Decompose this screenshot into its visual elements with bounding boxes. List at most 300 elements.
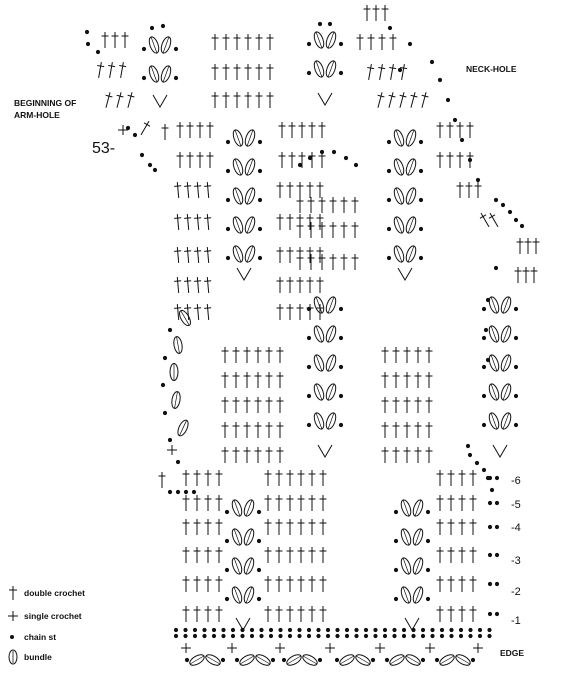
double-crochet-mark — [117, 62, 127, 79]
bundle-mark — [312, 383, 325, 402]
chain-stitch-mark — [402, 634, 406, 638]
double-crochet-mark — [233, 397, 240, 413]
double-crochet-mark — [437, 547, 444, 563]
chain-stitch-mark — [408, 42, 412, 46]
double-crochet-mark — [365, 64, 375, 81]
double-crochet-mark — [419, 91, 430, 108]
double-crochet-mark — [244, 372, 251, 388]
double-crochet-mark — [307, 182, 314, 198]
chain-stitch-mark — [426, 539, 430, 543]
double-crochet-mark — [216, 495, 223, 511]
bundle-mark — [499, 412, 512, 431]
bundle-mark — [411, 586, 424, 605]
double-crochet-mark — [277, 277, 284, 293]
chain-stitch-mark — [318, 658, 322, 662]
double-crochet-mark — [205, 547, 212, 563]
double-crochet-mark — [297, 304, 304, 320]
chain-stitch-mark — [142, 47, 146, 51]
double-crochet-mark — [352, 197, 359, 213]
double-crochet-mark — [287, 304, 294, 320]
double-crochet-mark — [459, 576, 466, 592]
bundle-mark — [324, 412, 337, 431]
chain-stitch-mark — [468, 628, 472, 632]
chain-stitch-mark — [495, 525, 499, 529]
chain-stitch-mark — [231, 634, 235, 638]
double-crochet-mark — [279, 122, 286, 138]
chain-stitch-mark — [298, 163, 302, 167]
double-crochet-mark — [194, 606, 201, 622]
double-crochet-mark — [187, 122, 194, 138]
double-crochet-mark — [287, 606, 294, 622]
bundle-mark — [454, 653, 472, 668]
chain-st-icon — [6, 628, 20, 646]
bundle-mark — [411, 528, 424, 547]
double-crochet-mark — [298, 495, 305, 511]
double-crochet-mark — [352, 254, 359, 270]
chain-stitch-mark — [387, 140, 391, 144]
chain-stitch-mark — [354, 628, 358, 632]
double-crochet-mark — [287, 214, 294, 230]
double-crochet-mark — [309, 519, 316, 535]
chain-stitch-mark — [174, 76, 178, 80]
bundle-mark — [404, 653, 422, 668]
chain-stitch-mark — [258, 198, 262, 202]
double-crochet-mark — [459, 547, 466, 563]
bundle-mark — [312, 412, 325, 431]
chain-stitch-mark — [449, 628, 453, 632]
double-crochet-mark — [244, 422, 251, 438]
bundle-mark — [231, 129, 244, 148]
chain-stitch-mark — [508, 210, 512, 214]
double-crochet-mark — [194, 576, 201, 592]
chain-stitch-mark — [271, 658, 275, 662]
arm-hole-label — [14, 97, 76, 121]
double-crochet-mark — [279, 152, 286, 168]
double-crochet-mark — [183, 495, 190, 511]
chain-stitch-mark — [383, 628, 387, 632]
double-crochet-mark — [244, 447, 251, 463]
chain-stitch-mark — [344, 156, 348, 160]
double-crochet-mark — [265, 576, 272, 592]
double-crochet-mark — [517, 238, 524, 254]
decrease-mark — [237, 268, 251, 280]
chain-stitch-mark — [482, 307, 486, 311]
single-crochet-mark — [227, 643, 237, 653]
chain-stitch-mark — [402, 628, 406, 632]
chain-stitch-mark — [487, 628, 491, 632]
double-crochet-mark — [233, 422, 240, 438]
double-crochet-mark — [267, 34, 274, 50]
double-crochet-mark — [287, 547, 294, 563]
double-crochet-mark — [255, 347, 262, 363]
double-crochet-mark — [222, 347, 229, 363]
bundle-mark — [388, 653, 406, 668]
double-crochet-mark — [373, 5, 380, 21]
chain-stitch-mark — [419, 198, 423, 202]
chain-stitch-mark — [320, 150, 324, 154]
decrease-mark — [405, 618, 419, 630]
bundle-mark — [392, 129, 405, 148]
chain-stitch-mark — [475, 461, 479, 465]
chain-stitch-mark — [258, 227, 262, 231]
chain-stitch-mark — [488, 553, 492, 557]
row-number-5: -5 — [511, 499, 521, 511]
bundle-mark — [399, 586, 412, 605]
double-crochet-mark — [216, 519, 223, 535]
chain-stitch-mark — [426, 568, 430, 572]
bundle-mark — [404, 187, 417, 206]
double-crochet-mark — [205, 606, 212, 622]
chain-stitch-mark — [297, 628, 301, 632]
double-crochet-mark — [437, 519, 444, 535]
double-crochet-mark — [276, 470, 283, 486]
double-crochet-mark — [299, 122, 306, 138]
double-crochet-mark — [426, 372, 433, 388]
chain-stitch-mark — [226, 256, 230, 260]
chain-stitch-mark — [392, 628, 396, 632]
double-crochet-mark — [457, 182, 464, 198]
double-crochet-mark — [106, 62, 116, 79]
chain-stitch-mark — [514, 218, 518, 222]
double-crochet-mark — [255, 422, 262, 438]
bundle-mark — [243, 245, 256, 264]
chain-stitch-mark — [419, 256, 423, 260]
chain-stitch-mark — [373, 634, 377, 638]
chain-stitch-mark — [354, 163, 358, 167]
chain-stitch-mark — [339, 71, 343, 75]
chain-stitch-mark — [514, 365, 518, 369]
double-crochet-mark — [309, 547, 316, 563]
double-crochet-mark — [393, 422, 400, 438]
chain-stitch-mark — [269, 634, 273, 638]
double-crochet-mark — [266, 422, 273, 438]
bundle-mark — [411, 499, 424, 518]
bundle-mark — [399, 499, 412, 518]
double-crochet-mark — [426, 347, 433, 363]
double-crochet-mark — [309, 470, 316, 486]
chain-stitch-mark — [326, 628, 330, 632]
double-crochet-mark — [204, 247, 212, 264]
double-crochet-mark — [330, 222, 337, 238]
double-crochet-mark — [404, 347, 411, 363]
chain-stitch-mark — [514, 394, 518, 398]
double-crochet-mark — [387, 64, 397, 81]
chain-stitch-mark — [193, 634, 197, 638]
double-crochet-mark — [277, 347, 284, 363]
chain-stitch-mark — [307, 365, 311, 369]
double-crochet-mark — [212, 92, 219, 108]
double-crochet-mark — [114, 91, 125, 108]
bundle-mark — [312, 296, 325, 315]
double-crochet-mark — [205, 519, 212, 535]
double-crochet-mark — [245, 92, 252, 108]
double-crochet-mark — [184, 277, 192, 294]
chain-stitch-mark — [514, 307, 518, 311]
bundle-mark — [338, 653, 356, 668]
chain-stitch-mark — [394, 568, 398, 572]
chain-stitch-mark — [490, 488, 494, 492]
double-crochet-mark — [408, 91, 419, 108]
double-crochet-mark — [298, 470, 305, 486]
bundle-mark — [487, 383, 500, 402]
double-crochet-mark — [212, 34, 219, 50]
double-crochet-mark — [393, 347, 400, 363]
bundle-mark — [499, 354, 512, 373]
double-crochet-mark — [197, 152, 204, 168]
double-crochet-mark — [426, 422, 433, 438]
row-number-4: -4 — [511, 522, 521, 534]
double-crochet-mark — [125, 91, 136, 108]
chain-stitch-mark — [335, 628, 339, 632]
double-crochet-mark — [470, 576, 477, 592]
bundle-mark — [230, 557, 243, 576]
chain-stitch-mark — [339, 423, 343, 427]
chain-stitch-mark — [307, 71, 311, 75]
double-crochet-mark — [307, 247, 314, 263]
double-crochet-mark — [287, 470, 294, 486]
double-crochet-mark — [183, 576, 190, 592]
double-crochet-mark — [317, 304, 324, 320]
double-crochet-mark — [277, 304, 284, 320]
chain-stitch-mark — [235, 658, 239, 662]
bundle-mark — [324, 383, 337, 402]
double-crochet-mark — [194, 304, 202, 321]
double-crochet-mark — [298, 576, 305, 592]
chain-stitch-mark — [354, 634, 358, 638]
double-crochet-mark — [470, 547, 477, 563]
double-crochet-mark — [533, 238, 540, 254]
chain-stitch-mark — [484, 328, 488, 332]
chain-stitch-mark — [371, 658, 375, 662]
chain-stitch-mark — [468, 158, 472, 162]
chain-stitch-mark — [126, 126, 130, 130]
chain-stitch-mark — [392, 634, 396, 638]
double-crochet-mark — [404, 422, 411, 438]
bundle-mark — [170, 364, 178, 381]
chain-stitch-mark — [307, 423, 311, 427]
double-crochet-mark — [216, 547, 223, 563]
chain-stitch-mark — [225, 597, 229, 601]
double-crochet-mark — [265, 470, 272, 486]
double-crochet-mark — [298, 606, 305, 622]
chain-stitch-mark — [258, 256, 262, 260]
chain-stitch-mark — [278, 634, 282, 638]
chain-stitch-mark — [482, 423, 486, 427]
double-crochet-mark — [277, 214, 284, 230]
chain-stitch-mark — [168, 438, 172, 442]
double-crochet-mark — [194, 277, 202, 294]
decrease-mark — [493, 445, 507, 457]
double-crochet-mark — [216, 470, 223, 486]
chain-stitch-mark — [385, 658, 389, 662]
single-crochet-mark — [425, 643, 435, 653]
double-crochet-mark — [266, 447, 273, 463]
double-crochet-mark — [207, 152, 214, 168]
double-crochet-mark — [404, 397, 411, 413]
double-crochet-mark — [382, 422, 389, 438]
bundle-mark — [324, 354, 337, 373]
bundle-mark — [231, 216, 244, 235]
bundle-mark — [487, 412, 500, 431]
double-crochet-mark — [265, 519, 272, 535]
double-crochet-mark — [330, 254, 337, 270]
bundle-mark — [499, 296, 512, 315]
chain-stitch-mark — [176, 460, 180, 464]
chain-stitch-mark — [225, 510, 229, 514]
chain-stitch-mark — [225, 568, 229, 572]
double-crochet-mark — [459, 519, 466, 535]
double-crochet-mark — [319, 197, 326, 213]
double-crochet-mark — [317, 182, 324, 198]
chain-stitch-mark — [176, 490, 180, 494]
chain-stitch-mark — [257, 568, 261, 572]
double-crochet-mark — [375, 91, 386, 108]
chain-stitch-mark — [364, 628, 368, 632]
double-crochet-mark — [234, 64, 241, 80]
double-crochet-mark — [457, 152, 464, 168]
bundle-mark — [242, 528, 255, 547]
chain-stitch-mark — [466, 444, 470, 448]
double-crochet-mark — [233, 347, 240, 363]
double-crochet-mark — [183, 470, 190, 486]
double-crochet-mark — [341, 254, 348, 270]
bundle-mark — [230, 586, 243, 605]
double-crochet-mark — [459, 606, 466, 622]
chain-stitch-mark — [140, 153, 144, 157]
chain-stitch-mark — [476, 178, 480, 182]
chain-stitch-mark — [383, 634, 387, 638]
double-crochet-mark — [265, 495, 272, 511]
double-crochet-mark — [308, 222, 315, 238]
double-crochet-mark — [308, 254, 315, 270]
double-crochet-mark — [330, 197, 337, 213]
chain-stitch-mark — [288, 634, 292, 638]
bundle-mark — [404, 158, 417, 177]
double-crochet-mark — [470, 470, 477, 486]
double-crochet-mark — [95, 62, 105, 79]
double-crochet-mark — [393, 372, 400, 388]
double-crochet-mark — [307, 304, 314, 320]
bundle-mark — [499, 325, 512, 344]
double-crochet-mark — [320, 547, 327, 563]
double-crochet-mark — [183, 519, 190, 535]
double-crochet-mark — [174, 182, 182, 199]
double-crochet-mark — [276, 495, 283, 511]
chain-stitch-mark — [221, 628, 225, 632]
bundle-mark — [204, 653, 222, 668]
bundle-mark — [231, 245, 244, 264]
chain-stitch-mark — [446, 98, 450, 102]
double-crochet-mark — [102, 32, 109, 48]
chain-stitch-mark — [430, 634, 434, 638]
chain-stitch-mark — [96, 50, 100, 54]
chain-stitch-mark — [85, 30, 89, 34]
chain-stitch-mark — [308, 156, 312, 160]
double-crochet-mark — [183, 606, 190, 622]
chain-stitch-mark — [297, 634, 301, 638]
bundle-mark — [487, 354, 500, 373]
chain-stitch-mark — [514, 423, 518, 427]
chain-stitch-mark — [373, 628, 377, 632]
chain-stitch-mark — [316, 634, 320, 638]
double-crochet-mark — [256, 64, 263, 80]
double-crochet-mark — [382, 397, 389, 413]
chain-stitch-mark — [426, 597, 430, 601]
bundle-mark — [399, 528, 412, 547]
double-crochet-mark — [222, 447, 229, 463]
double-crochet-mark — [319, 122, 326, 138]
double-crochet-mark — [194, 495, 201, 511]
chain-stitch-mark — [426, 510, 430, 514]
double-crochet-mark — [222, 397, 229, 413]
chain-stitch-mark — [332, 150, 336, 154]
double-crochet-mark — [298, 547, 305, 563]
double-crochet-mark — [194, 214, 202, 231]
double-crochet-mark — [174, 277, 182, 294]
chain-stitch-mark — [488, 501, 492, 505]
chain-stitch-mark — [419, 169, 423, 173]
double-crochet-mark — [234, 34, 241, 50]
double-crochet-mark — [287, 247, 294, 263]
chain-stitch-mark — [269, 628, 273, 632]
double-crochet-mark — [357, 34, 364, 50]
double-crochet-mark — [390, 34, 397, 50]
double-crochet-mark — [448, 470, 455, 486]
legend-label-bundle: bundle — [24, 652, 52, 662]
double-crochet-mark — [415, 397, 422, 413]
double-crochet-mark — [298, 519, 305, 535]
chain-stitch-mark — [478, 628, 482, 632]
chain-stitch-mark — [398, 68, 402, 72]
chain-stitch-mark — [459, 628, 463, 632]
double-crochet-mark — [287, 576, 294, 592]
chain-stitch-mark — [438, 78, 442, 82]
double-crochet-mark — [320, 495, 327, 511]
bundle-mark — [399, 557, 412, 576]
double-crochet-mark — [382, 447, 389, 463]
bundle-mark — [173, 336, 184, 354]
legend-double-crochet — [6, 584, 85, 602]
double-crochet-mark — [234, 92, 241, 108]
chain-stitch-mark — [307, 394, 311, 398]
single-crochet-mark — [167, 445, 177, 455]
double-crochet-mark — [287, 277, 294, 293]
double-crochet-mark — [470, 495, 477, 511]
chain-stitch-mark — [231, 628, 235, 632]
double-crochet-mark — [404, 447, 411, 463]
chain-stitch-mark — [449, 634, 453, 638]
chain-stitch-mark — [202, 628, 206, 632]
bundle-mark — [411, 557, 424, 576]
chain-stitch-mark — [150, 26, 154, 30]
chain-stitch-mark — [494, 198, 498, 202]
row-number-1: -1 — [511, 615, 521, 627]
double-crochet-mark — [382, 347, 389, 363]
bundle-mark — [324, 296, 337, 315]
chain-stitch-mark — [240, 634, 244, 638]
single-crochet-mark — [275, 643, 285, 653]
double-crochet-mark — [255, 447, 262, 463]
chain-stitch-mark — [168, 328, 172, 332]
double-crochet-mark — [289, 122, 296, 138]
single-crochet-mark — [473, 643, 483, 653]
chain-stitch-mark — [184, 490, 188, 494]
bundle-mark — [404, 216, 417, 235]
double-crochet-mark — [187, 152, 194, 168]
row-number-3: -3 — [511, 555, 521, 567]
double-crochet-mark — [382, 372, 389, 388]
chain-stitch-mark — [307, 634, 311, 638]
